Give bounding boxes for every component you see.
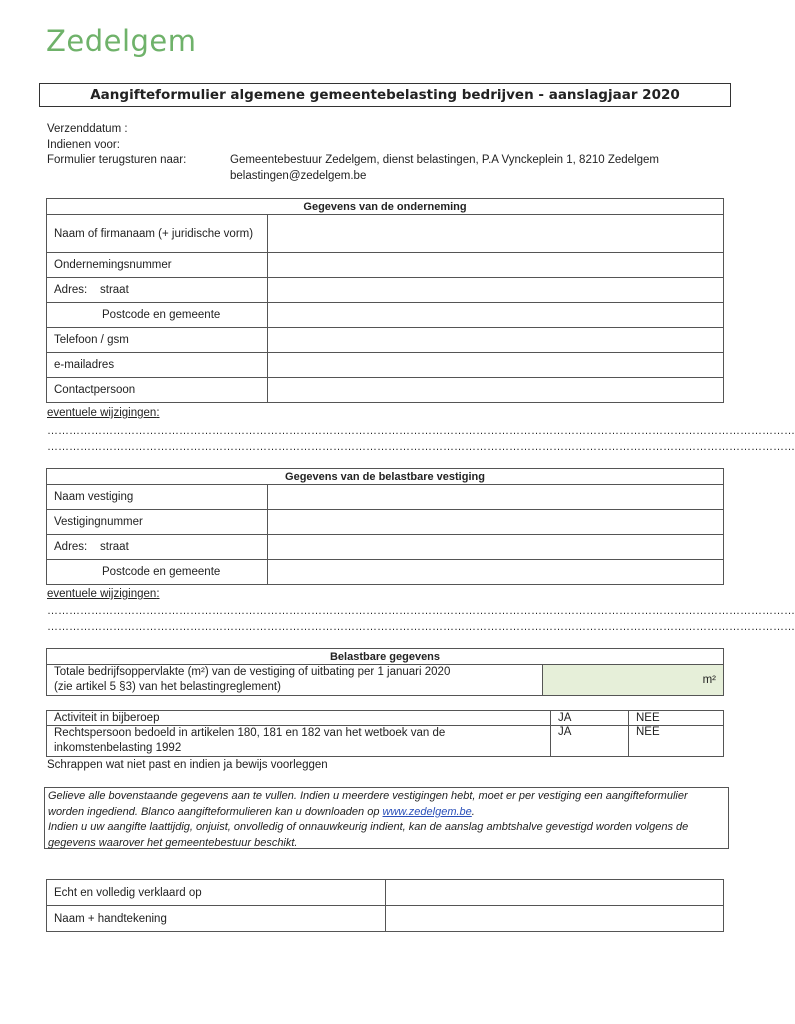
dotline-4[interactable]: …………………………………………………………………………………………………………………………………………………………………………………… [47,621,795,633]
oppervlakte-label: Totale bedrijfsoppervlakte (m²) van de vestiging of uitbating per 1 januari 2020 (zie artikel 5 §3) van het belastingreglement) [47,665,543,696]
zedelgem-logo: Zedelgem [46,24,197,58]
onderneming-label-telefoon: Telefoon / gsm [47,328,268,353]
onderneming-label-contact: Contactpersoon [47,378,268,403]
vestiging-field-nummer[interactable] [268,510,724,535]
verklaard-label: Echt en volledig verklaard op [47,880,386,906]
beroep-table [46,710,724,757]
vestiging-field-naam[interactable] [268,485,724,510]
m2-unit: m² [702,674,716,686]
verzenddatum-label: Verzenddatum : [47,123,128,135]
vestiging-label-straat: Adres: straat [47,535,268,560]
bijberoep-nee[interactable]: NEE [629,711,724,726]
rechtspersoon-label: Rechtspersoon bedoeld in artikelen 180, 181 en 182 van het wetboek van de inkomstenbelasting 1992 [47,726,551,757]
vestiging-field-straat[interactable] [268,535,724,560]
bijberoep-label: Activiteit in bijberoep [47,711,551,726]
bijberoep-ja[interactable]: JA [551,711,629,726]
terugsturen-email: belastingen@zedelgem.be [230,169,367,182]
wijzigingen-label-2: eventuele wijzigingen: [47,588,160,600]
onderneming-table [46,198,724,403]
onderneming-field-straat[interactable] [268,278,724,303]
onderneming-header: Gegevens van de onderneming [47,199,724,215]
vestiging-header: Gegevens van de belastbare vestiging [47,469,724,485]
oppervlakte-field[interactable] [543,665,724,696]
onderneming-label-nummer: Ondernemingsnummer [47,253,268,278]
website-link[interactable]: www.zedelgem.be [382,805,472,818]
onderneming-field-email[interactable] [268,353,724,378]
rechtspersoon-ja[interactable]: JA [551,726,629,757]
wijzigingen-label-1: eventuele wijzigingen: [47,407,160,419]
rechtspersoon-nee[interactable]: NEE [629,726,724,757]
meta-block [47,122,659,184]
onderneming-field-contact[interactable] [268,378,724,403]
dotline-3[interactable]: …………………………………………………………………………………………………………………………………………………………………………………… [47,605,795,617]
onderneming-field-postcode[interactable] [268,303,724,328]
instructions-note: Gelieve alle bovenstaande gegevens aan te vullen. Indien u meerdere vestigingen hebt, moet er per vestiging een aangifteformulier worden ingediend. Blanco aangifteformulieren kan u downloaden op www.zedelgem.be. Indien u uw aangifte laattijdig, onjuist, onvolledig of onnauwkeurig indient, kan de aanslag ambtshalve gevestigd worden volgens de gegevens waarover het gemeentebestuur beschikt. [44,787,729,849]
handtekening-field[interactable] [386,906,724,932]
vestiging-label-naam: Naam vestiging [47,485,268,510]
form-title: Aangifteformulier algemene gemeentebelasting bedrijven - aanslagjaar 2020 [39,83,731,107]
onderneming-field-naam[interactable] [268,215,724,253]
terugsturen-address: Gemeentebestuur Zedelgem, dienst belastingen, P.A Vynckeplein 1, 8210 Zedelgem [230,154,659,166]
dotline-2[interactable]: …………………………………………………………………………………………………………………………………………………………………………………… [47,441,795,453]
belastbaar-table [46,648,724,696]
schrappen-note: Schrappen wat niet past en indien ja bewijs voorleggen [47,759,328,771]
indienen-label: Indienen voor: [47,138,120,151]
onderneming-field-telefoon[interactable] [268,328,724,353]
onderneming-label-straat: Adres: straat [47,278,268,303]
vestiging-label-postcode: Postcode en gemeente [47,560,268,585]
onderneming-label-postcode: Postcode en gemeente [47,303,268,328]
onderneming-field-nummer[interactable] [268,253,724,278]
belastbaar-header: Belastbare gegevens [47,649,724,665]
handtekening-label: Naam + handtekening [47,906,386,932]
sign-table [46,879,724,932]
verklaard-field[interactable] [386,880,724,906]
onderneming-label-email: e-mailadres [47,353,268,378]
vestiging-table [46,468,724,585]
terugsturen-label: Formulier terugsturen naar: [47,154,187,166]
onderneming-label-naam: Naam of firmanaam (+ juridische vorm) [47,215,268,253]
vestiging-label-nummer: Vestigingnummer [47,510,268,535]
dotline-1[interactable]: …………………………………………………………………………………………………………………………………………………………………………………… [47,425,795,437]
vestiging-field-postcode[interactable] [268,560,724,585]
